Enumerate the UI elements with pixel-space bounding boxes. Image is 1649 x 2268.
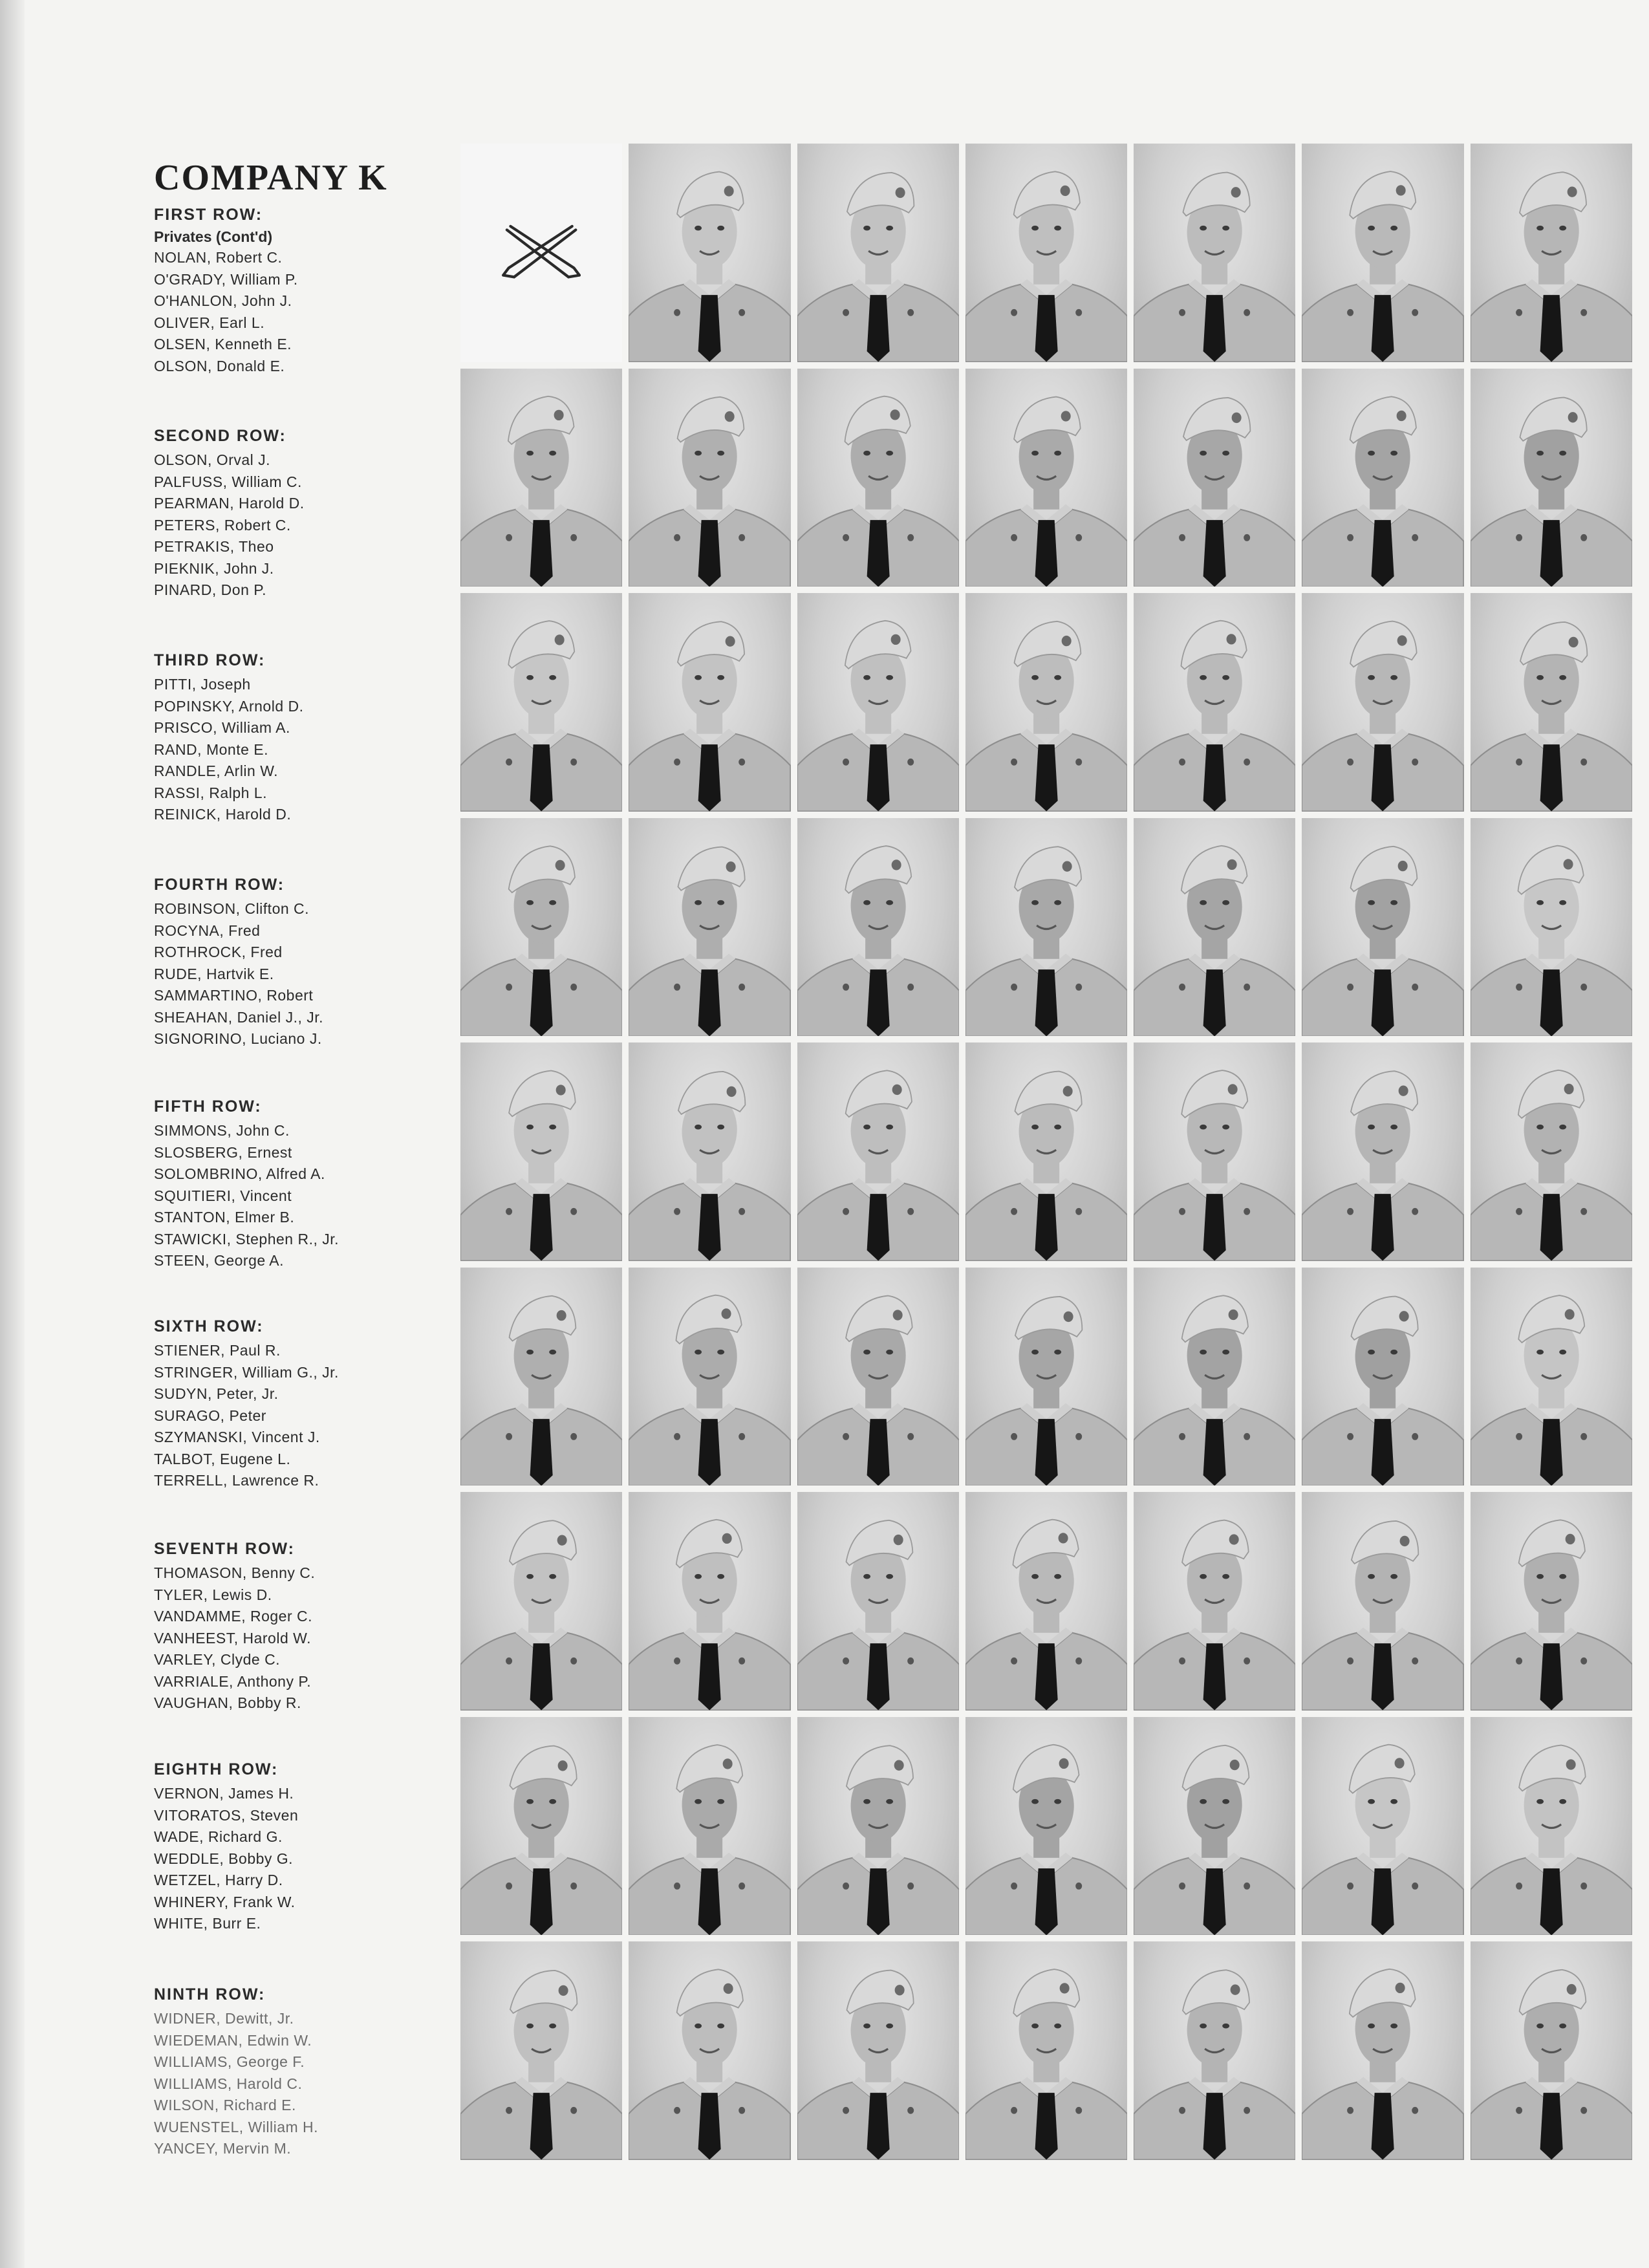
list-item: STIENER, Paul R. — [154, 1342, 281, 1359]
soldier-portrait-icon — [797, 818, 959, 1037]
soldier-portrait-icon — [629, 144, 790, 362]
crossed-rifles-icon — [460, 144, 622, 362]
soldier-portrait-icon — [1134, 1941, 1295, 2160]
soldier-portrait-icon — [1134, 1717, 1295, 1936]
row-listing-9 — [154, 1985, 458, 2160]
soldier-portrait-icon — [1302, 369, 1463, 587]
list-item: WETZEL, Harry D. — [154, 1872, 283, 1888]
soldier-portrait-icon — [460, 1492, 622, 1711]
list-item: ROCYNA, Fred — [154, 922, 261, 939]
list-item: SAMMARTINO, Robert — [154, 987, 314, 1004]
list-item: YANCEY, Mervin M. — [154, 2140, 292, 2157]
list-item: SHEAHAN, Daniel J., Jr. — [154, 1008, 324, 1026]
list-item: OLSEN, Kenneth E. — [154, 336, 292, 352]
name-list — [154, 449, 458, 601]
list-item: O'HANLON, John J. — [154, 292, 292, 309]
soldier-portrait-icon — [629, 1941, 790, 2160]
row-listing-3 — [154, 651, 458, 826]
name-list — [154, 247, 458, 377]
soldier-portrait-icon — [965, 1268, 1127, 1486]
row-heading: THIRD ROW: — [154, 651, 266, 669]
row-listing-6 — [154, 1317, 458, 1492]
soldier-portrait-icon — [1134, 1268, 1295, 1486]
page-binding-shadow — [0, 0, 25, 2268]
row-subheading: Privates (Cont'd) — [154, 228, 273, 245]
row-heading: SECOND ROW: — [154, 427, 286, 445]
name-list — [154, 2008, 458, 2160]
list-item: POPINSKY, Arnold D. — [154, 697, 304, 715]
page-title: COMPANY K — [154, 157, 388, 198]
soldier-portrait-icon — [1471, 1492, 1632, 1711]
soldier-portrait-icon — [797, 593, 959, 812]
soldier-portrait-icon — [1134, 1492, 1295, 1711]
list-item: STAWICKI, Stephen R., Jr. — [154, 1230, 339, 1247]
list-item: TERRELL, Lawrence R. — [154, 1472, 319, 1489]
name-list — [154, 898, 458, 1050]
row-listing-5 — [154, 1097, 458, 1272]
row-listing-2 — [154, 427, 458, 601]
portrait-grid — [460, 144, 1632, 2160]
list-item: PIEKNIK, John J. — [154, 559, 274, 577]
list-item: SOLOMBRINO, Alfred A. — [154, 1165, 325, 1182]
soldier-portrait-icon — [1134, 144, 1295, 362]
soldier-portrait-icon — [629, 818, 790, 1037]
name-list — [154, 1340, 458, 1492]
list-item: STRINGER, William G., Jr. — [154, 1363, 339, 1381]
soldier-portrait-icon — [965, 144, 1127, 362]
soldier-portrait-icon — [1302, 1268, 1463, 1486]
soldier-portrait-icon — [460, 369, 622, 587]
list-item: WIEDEMAN, Edwin W. — [154, 2031, 312, 2049]
list-item: WHITE, Burr E. — [154, 1915, 261, 1932]
list-item: WHINERY, Frank W. — [154, 1893, 296, 1910]
list-item: SIGNORINO, Luciano J. — [154, 1030, 322, 1047]
name-list — [154, 674, 458, 826]
soldier-portrait-icon — [460, 1042, 622, 1261]
list-item: PRISCO, William A. — [154, 719, 290, 736]
soldier-portrait-icon — [797, 1492, 959, 1711]
soldier-portrait-icon — [797, 144, 959, 362]
list-item: TYLER, Lewis D. — [154, 1586, 272, 1603]
soldier-portrait-icon — [1471, 593, 1632, 812]
soldier-portrait-icon — [1471, 369, 1632, 587]
row-listing-1 — [154, 206, 458, 377]
soldier-portrait-icon — [965, 818, 1127, 1037]
list-item: SLOSBERG, Ernest — [154, 1143, 292, 1161]
row-listing-7 — [154, 1540, 458, 1714]
list-item: PITTI, Joseph — [154, 676, 251, 693]
soldier-portrait-icon — [965, 1492, 1127, 1711]
list-item: SZYMANSKI, Vincent J. — [154, 1429, 320, 1445]
list-item: WEDDLE, Bobby G. — [154, 1850, 294, 1867]
list-item: O'GRADY, William P. — [154, 270, 298, 288]
row-heading: FIRST ROW: — [154, 206, 263, 224]
list-item: VARRIALE, Anthony P. — [154, 1672, 312, 1690]
list-item: WUENSTEL, William H. — [154, 2118, 319, 2135]
list-item: SIMMONS, John C. — [154, 1122, 290, 1139]
list-item: STEEN, George A. — [154, 1252, 285, 1269]
list-item: RAND, Monte E. — [154, 740, 268, 758]
soldier-portrait-icon — [460, 818, 622, 1037]
row-heading: NINTH ROW: — [154, 1985, 266, 2003]
soldier-portrait-icon — [1134, 1042, 1295, 1261]
list-item: TALBOT, Eugene L. — [154, 1450, 291, 1467]
list-item: PINARD, Don P. — [154, 581, 267, 598]
soldier-portrait-icon — [629, 1492, 790, 1711]
list-item: VITORATOS, Steven — [154, 1806, 299, 1824]
soldier-portrait-icon — [1302, 1717, 1463, 1936]
soldier-portrait-icon — [1302, 1042, 1463, 1261]
row-listing-4 — [154, 876, 458, 1050]
row-heading: FIFTH ROW: — [154, 1097, 262, 1116]
soldier-portrait-icon — [1471, 144, 1632, 362]
soldier-portrait-icon — [1302, 818, 1463, 1037]
list-item: WILLIAMS, Harold C. — [154, 2075, 303, 2092]
soldier-portrait-icon — [460, 1717, 622, 1936]
soldier-portrait-icon — [1134, 593, 1295, 812]
soldier-portrait-icon — [965, 1941, 1127, 2160]
soldier-portrait-icon — [460, 1941, 622, 2160]
row-heading: SIXTH ROW: — [154, 1317, 264, 1335]
soldier-portrait-icon — [629, 593, 790, 812]
list-item: RASSI, Ralph L. — [154, 784, 267, 801]
list-item: NOLAN, Robert C. — [154, 249, 283, 266]
soldier-portrait-icon — [1302, 1492, 1463, 1711]
soldier-portrait-icon — [1471, 1042, 1632, 1261]
list-item: REINICK, Harold D. — [154, 806, 292, 823]
name-list — [154, 1783, 458, 1935]
list-item: VANDAMME, Roger C. — [154, 1608, 313, 1625]
name-list — [154, 1562, 458, 1714]
soldier-portrait-icon — [1302, 144, 1463, 362]
soldier-portrait-icon — [965, 1042, 1127, 1261]
list-item: VARLEY, Clyde C. — [154, 1651, 281, 1668]
list-item: WILLIAMS, George F. — [154, 2053, 305, 2070]
list-item: VAUGHAN, Bobby R. — [154, 1694, 301, 1711]
row-heading: FOURTH ROW: — [154, 876, 285, 894]
soldier-portrait-icon — [965, 1717, 1127, 1936]
soldier-portrait-icon — [797, 1042, 959, 1261]
list-item: OLSON, Orval J. — [154, 451, 271, 468]
soldier-portrait-icon — [460, 593, 622, 812]
soldier-portrait-icon — [797, 1717, 959, 1936]
list-item: WILSON, Richard E. — [154, 2097, 296, 2113]
soldier-portrait-icon — [1134, 818, 1295, 1037]
list-item: SQUITIERI, Vincent — [154, 1187, 292, 1204]
soldier-portrait-icon — [1302, 593, 1463, 812]
name-list — [154, 1120, 458, 1272]
soldier-portrait-icon — [460, 1268, 622, 1486]
list-item: PETERS, Robert C. — [154, 516, 291, 534]
row-heading: EIGHTH ROW: — [154, 1760, 279, 1778]
list-item: OLIVER, Earl L. — [154, 314, 265, 331]
soldier-portrait-icon — [797, 1268, 959, 1486]
soldier-portrait-icon — [1471, 818, 1632, 1037]
list-item: RUDE, Hartvik E. — [154, 965, 274, 982]
list-item: THOMASON, Benny C. — [154, 1564, 316, 1581]
soldier-portrait-icon — [965, 369, 1127, 587]
list-item: WADE, Richard G. — [154, 1828, 283, 1845]
soldier-portrait-icon — [629, 1042, 790, 1261]
list-item: WIDNER, Dewitt, Jr. — [154, 2010, 294, 2027]
soldier-portrait-icon — [629, 1268, 790, 1486]
soldier-portrait-icon — [629, 369, 790, 587]
list-item: VERNON, James H. — [154, 1785, 294, 1802]
soldier-portrait-icon — [629, 1717, 790, 1936]
soldier-portrait-icon — [965, 593, 1127, 812]
soldier-portrait-icon — [797, 369, 959, 587]
list-item: PEARMAN, Harold D. — [154, 495, 305, 512]
list-item: ROBINSON, Clifton C. — [154, 900, 310, 917]
soldier-portrait-icon — [797, 1941, 959, 2160]
soldier-portrait-icon — [1302, 1941, 1463, 2160]
list-item: SUDYN, Peter, Jr. — [154, 1385, 279, 1402]
list-item: PETRAKIS, Theo — [154, 538, 274, 555]
list-item: SURAGO, Peter — [154, 1407, 266, 1424]
list-item: OLSON, Donald E. — [154, 357, 285, 374]
list-item: VANHEEST, Harold W. — [154, 1629, 311, 1647]
soldier-portrait-icon — [1134, 369, 1295, 587]
soldier-portrait-icon — [1471, 1941, 1632, 2160]
row-listing-8 — [154, 1760, 458, 1935]
soldier-portrait-icon — [1471, 1717, 1632, 1936]
soldier-portrait-icon — [1471, 1268, 1632, 1486]
row-heading: SEVENTH ROW: — [154, 1540, 295, 1558]
list-item: RANDLE, Arlin W. — [154, 762, 279, 779]
list-item: ROTHROCK, Fred — [154, 944, 283, 960]
list-item: PALFUSS, William C. — [154, 473, 302, 490]
list-item: STANTON, Elmer B. — [154, 1209, 295, 1226]
